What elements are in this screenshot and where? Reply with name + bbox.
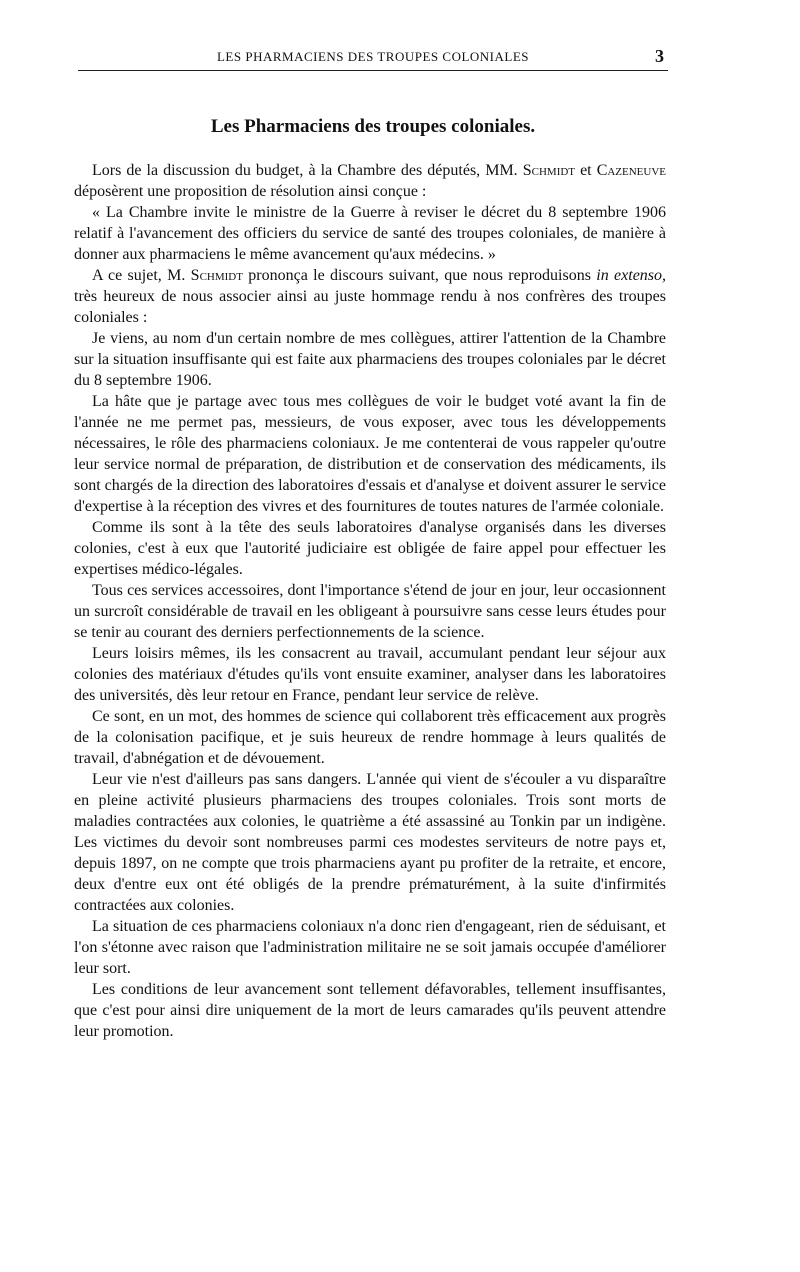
running-header [78, 48, 668, 71]
paragraph-7: Tous ces services accessoires, dont l'importance s'étend de jour en jour, leur occasionnent un surcroît considérable de travail en les obligeant à poursuivre sans cesse leurs études pour se tenir au courant des derniers perfectionnements de la science. [74, 582, 666, 641]
paragraph-8: Leurs loisirs mêmes, ils les consacrent au travail, accumulant pendant leur séjour aux colonies des matériaux d'études qu'ils vont ensuite examiner, analyser dans les laboratoires des universités, dès leur retour en France, pendant leur service de relève. [74, 645, 666, 704]
paragraph-5: La hâte que je partage avec tous mes collègues de voir le budget voté avant la fin de l'année ne me permet pas, messieurs, de vous exposer, avec tous les développements nécessaires, le rôle des pharmaciens coloniaux. Je me contenterai de vous rappeler qu'outre leur service normal de préparation, de distribution et de conservation des médicaments, ils sont chargés de la direction des laboratoires d'essais et d'analyse et doivent assurer le service d'expertise à la réception des vivres et des fournitures de toutes natures de l'armée coloniale. [74, 393, 666, 515]
page-number: 3 [655, 46, 664, 66]
person-name: Schmidt [190, 267, 243, 284]
article-body [74, 160, 666, 1042]
italic-phrase: in extenso, [596, 267, 667, 284]
paragraph-resolution-quote: « La Chambre invite le ministre de la Guerre à reviser le décret du 8 septembre 1906 relatif à l'avancement des officiers du service de santé des troupes coloniales, de manière à donner aux pharmaciens le même avancement qu'aux médecins. » [74, 204, 666, 263]
person-name: Schmidt [522, 162, 576, 179]
paragraph-9: Ce sont, en un mot, des hommes de science qui collaborent très efficacement aux progrès de la colonisation pacifique, et je suis heureux de rendre hommage à leurs qualités de travail, d'abnégation et de dévouement. [74, 708, 666, 767]
article-title: Les Pharmaciens des troupes coloniales. [210, 116, 536, 137]
paragraph-6: Comme ils sont à la tête des seuls laboratoires d'analyse organisés dans les diverses colonies, c'est à eux que l'autorité judiciaire est obligée de faire appel pour effectuer les expertises médico-légales. [74, 519, 666, 578]
paragraph-10: Leur vie n'est d'ailleurs pas sans dangers. L'année qui vient de s'écouler a vu disparaître en pleine activité plusieurs pharmaciens des troupes coloniales. Trois sont morts de maladies contractées aux colonies, le quatrième a été assassiné au Tonkin par un indigène. Les victimes du devoir sont nombreuses parmi ces modestes serviteurs de notre pays et, depuis 1897, on ne compte que trois pharmaciens ayant pu profiter de la retraite, et encore, deux d'entre eux ont été obligés de la prendre prématurément, à la suite d'infirmités contractées aux colonies. [74, 771, 666, 914]
person-name: Cazeneuve [596, 162, 667, 179]
paragraph-4: Je viens, au nom d'un certain nombre de mes collègues, attirer l'attention de la Chambre sur la situation insuffisante qui est faite aux pharmaciens des troupes coloniales par le décret du 8 septembre 1906. [74, 330, 666, 389]
paragraph-11: La situation de ces pharmaciens coloniaux n'a donc rien d'engageant, rien de séduisant, et l'on s'étonne avec raison que l'administration militaire ne se soit jamais occupée d'améliorer leur sort. [74, 918, 666, 977]
running-title: LES PHARMACIENS DES TROUPES COLONIALES [216, 49, 529, 64]
paragraph-1: Lors de la discussion du budget, à la Chambre des députés, MM. Schmidt et Cazeneuve déposèrent une proposition de résolution ainsi conçue : [74, 162, 667, 200]
paragraph-3: A ce sujet, M. Schmidt prononça le discours suivant, que nous reproduisons in extenso, très heureux de nous associer ainsi au juste hommage rendu à nos confrères des troupes coloniales : [74, 267, 667, 326]
paragraph-12: Les conditions de leur avancement sont tellement défavorables, tellement insuffisantes, que c'est pour ainsi dire uniquement de la mort de leurs camarades qu'ils peuvent attendre leur promotion. [74, 981, 666, 1040]
